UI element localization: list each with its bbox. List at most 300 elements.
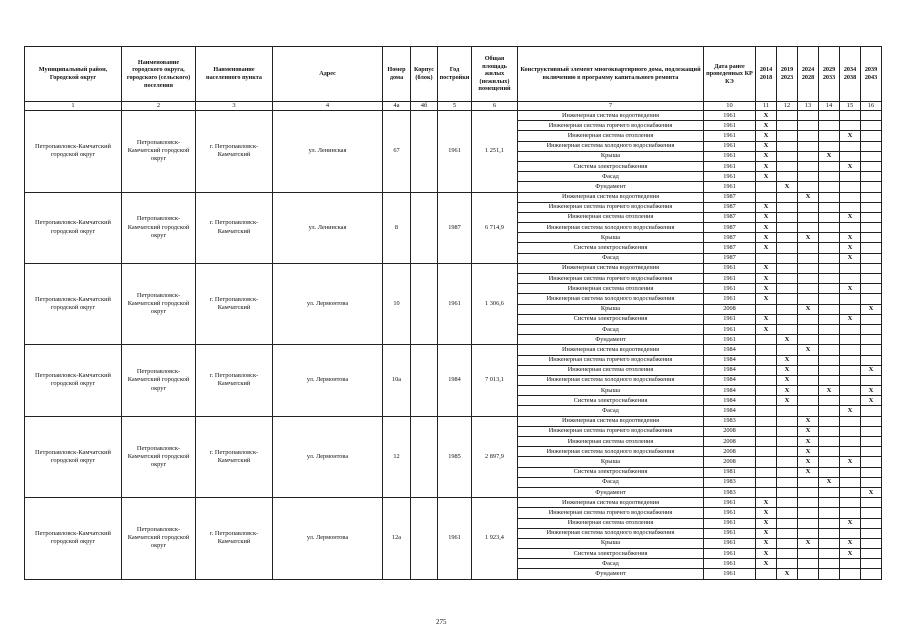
period-mark-cell xyxy=(777,457,798,467)
previous-repair-date-cell: 1983 xyxy=(704,487,756,497)
period-mark-cell xyxy=(861,131,882,141)
period-mark-cell xyxy=(798,253,819,263)
table-row xyxy=(25,263,882,273)
period-mark-cell xyxy=(798,528,819,538)
column-number: 4а xyxy=(383,102,411,111)
structural-element-cell: Инженерная система отопления xyxy=(518,212,704,222)
period-mark-cell xyxy=(840,375,861,385)
column-number: 14 xyxy=(819,102,840,111)
period-mark-cell xyxy=(840,396,861,406)
period-mark-cell xyxy=(861,284,882,294)
block-cell xyxy=(411,345,438,416)
period-mark-cell xyxy=(777,202,798,212)
period-mark-cell xyxy=(756,416,777,426)
period-mark-cell xyxy=(819,416,840,426)
previous-repair-date-cell: 1961 xyxy=(704,335,756,345)
structural-element-cell: Крыша xyxy=(518,151,704,161)
previous-repair-date-cell: 1961 xyxy=(704,508,756,518)
year-built-cell: 1961 xyxy=(438,263,472,345)
year-built-cell: 1984 xyxy=(438,345,472,416)
table-row xyxy=(25,111,882,121)
period-mark-cell xyxy=(861,223,882,233)
previous-repair-date-cell: 1961 xyxy=(704,172,756,182)
period-mark-cell xyxy=(777,538,798,548)
previous-repair-date-cell: 1961 xyxy=(704,161,756,171)
period-mark-cell xyxy=(840,467,861,477)
period-mark-cell: X xyxy=(777,182,798,192)
period-mark-cell xyxy=(840,498,861,508)
period-mark-cell: X xyxy=(840,161,861,171)
period-mark-cell xyxy=(777,549,798,559)
period-mark-cell: X xyxy=(861,487,882,497)
previous-repair-date-cell: 2008 xyxy=(704,457,756,467)
period-mark-cell xyxy=(777,253,798,263)
house-number-cell: 8 xyxy=(383,192,411,263)
previous-repair-date-cell: 1961 xyxy=(704,324,756,334)
structural-element-cell: Инженерная система горячего водоснабжения xyxy=(518,274,704,284)
period-mark-cell xyxy=(840,274,861,284)
period-mark-cell xyxy=(777,447,798,457)
period-mark-cell xyxy=(798,487,819,497)
period-mark-cell: X xyxy=(819,151,840,161)
previous-repair-date-cell: 1981 xyxy=(704,467,756,477)
previous-repair-date-cell: 1961 xyxy=(704,528,756,538)
settlement-cell: Петропавловск-Камчатский городской округ xyxy=(122,416,196,498)
column-number: 13 xyxy=(798,102,819,111)
period-mark-cell xyxy=(840,569,861,579)
total-area-cell: 6 714,9 xyxy=(472,192,518,263)
period-mark-cell: X xyxy=(756,172,777,182)
period-mark-cell xyxy=(861,274,882,284)
period-mark-cell xyxy=(861,192,882,202)
header-settlement: Наименование городского округа, городского (сельского) поселения xyxy=(122,47,196,102)
period-mark-cell xyxy=(798,477,819,487)
period-mark-cell xyxy=(777,528,798,538)
settlement-cell: Петропавловск-Камчатский городской округ xyxy=(122,192,196,263)
period-mark-cell xyxy=(798,386,819,396)
structural-element-cell: Инженерная система горячего водоснабжения xyxy=(518,508,704,518)
header-block: Корпус (блок) xyxy=(411,47,438,102)
year-built-cell: 1985 xyxy=(438,416,472,498)
structural-element-cell: Система электроснабжения xyxy=(518,243,704,253)
period-mark-cell: X xyxy=(756,559,777,569)
column-number: 11 xyxy=(756,102,777,111)
period-mark-cell: X xyxy=(756,498,777,508)
header-period-2039-2043: 2039 2043 xyxy=(861,47,882,102)
period-mark-cell xyxy=(861,161,882,171)
period-mark-cell xyxy=(777,212,798,222)
block-cell xyxy=(411,192,438,263)
total-area-cell: 1 923,4 xyxy=(472,498,518,580)
period-mark-cell xyxy=(861,345,882,355)
structural-element-cell: Инженерная система водоотведения xyxy=(518,416,704,426)
period-mark-cell xyxy=(777,508,798,518)
structural-element-cell: Инженерная система отопления xyxy=(518,437,704,447)
locality-cell: г. Петропавловск-Камчатский xyxy=(196,192,273,263)
previous-repair-date-cell: 1987 xyxy=(704,202,756,212)
period-mark-cell xyxy=(798,375,819,385)
period-mark-cell: X xyxy=(756,161,777,171)
period-mark-cell: X xyxy=(840,314,861,324)
period-mark-cell xyxy=(819,437,840,447)
period-mark-cell: X xyxy=(798,345,819,355)
period-mark-cell xyxy=(861,498,882,508)
period-mark-cell xyxy=(840,426,861,436)
period-mark-cell xyxy=(840,151,861,161)
total-area-cell: 7 013,1 xyxy=(472,345,518,416)
address-cell: ул. Лермонтова xyxy=(273,263,383,345)
header-district: Муниципальный район, Городской округ xyxy=(25,47,122,102)
period-mark-cell: X xyxy=(819,477,840,487)
period-mark-cell xyxy=(840,141,861,151)
period-mark-cell: X xyxy=(861,386,882,396)
period-mark-cell: X xyxy=(861,304,882,314)
previous-repair-date-cell: 1987 xyxy=(704,223,756,233)
column-number: 4 xyxy=(273,102,383,111)
address-cell: ул. Лермонтова xyxy=(273,416,383,498)
column-number: 16 xyxy=(861,102,882,111)
previous-repair-date-cell: 1984 xyxy=(704,365,756,375)
period-mark-cell: X xyxy=(798,192,819,202)
period-mark-cell xyxy=(819,182,840,192)
period-mark-cell: X xyxy=(798,457,819,467)
period-mark-cell xyxy=(840,559,861,569)
period-mark-cell xyxy=(840,324,861,334)
structural-element-cell: Фасад xyxy=(518,172,704,182)
structural-element-cell: Инженерная система холодного водоснабжения xyxy=(518,528,704,538)
period-mark-cell xyxy=(819,345,840,355)
period-mark-cell xyxy=(777,559,798,569)
header-year-built: Год постройки xyxy=(438,47,472,102)
period-mark-cell xyxy=(861,212,882,222)
period-mark-cell xyxy=(819,375,840,385)
period-mark-cell xyxy=(840,111,861,121)
total-area-cell: 1 251,1 xyxy=(472,111,518,193)
structural-element-cell: Инженерная система горячего водоснабжения xyxy=(518,121,704,131)
structural-element-cell: Инженерная система горячего водоснабжения xyxy=(518,355,704,365)
previous-repair-date-cell: 1984 xyxy=(704,406,756,416)
structural-element-cell: Инженерная система отопления xyxy=(518,131,704,141)
previous-repair-date-cell: 1987 xyxy=(704,253,756,263)
period-mark-cell: X xyxy=(756,263,777,273)
period-mark-cell xyxy=(861,243,882,253)
header-row xyxy=(25,47,882,102)
header-previous-repair-date: Дата ранее проведенных КР КЭ xyxy=(704,47,756,102)
period-mark-cell xyxy=(840,345,861,355)
period-mark-cell xyxy=(756,386,777,396)
period-mark-cell: X xyxy=(798,447,819,457)
period-mark-cell xyxy=(819,406,840,416)
structural-element-cell: Инженерная система холодного водоснабжения xyxy=(518,375,704,385)
period-mark-cell xyxy=(861,518,882,528)
structural-element-cell: Система электроснабжения xyxy=(518,467,704,477)
column-number: 1 xyxy=(25,102,122,111)
house-number-cell: 12а xyxy=(383,498,411,580)
period-mark-cell xyxy=(819,549,840,559)
period-mark-cell xyxy=(840,508,861,518)
structural-element-cell: Инженерная система отопления xyxy=(518,365,704,375)
previous-repair-date-cell: 1987 xyxy=(704,243,756,253)
period-mark-cell xyxy=(861,335,882,345)
period-mark-cell: X xyxy=(840,233,861,243)
period-mark-cell xyxy=(840,477,861,487)
structural-element-cell: Фасад xyxy=(518,477,704,487)
address-cell: ул. Ленинская xyxy=(273,192,383,263)
locality-cell: г. Петропавловск-Камчатский xyxy=(196,416,273,498)
district-cell: Петропавловск-Камчатский городской округ xyxy=(25,192,122,263)
period-mark-cell xyxy=(798,518,819,528)
period-mark-cell xyxy=(840,355,861,365)
period-mark-cell xyxy=(819,253,840,263)
period-mark-cell xyxy=(819,233,840,243)
previous-repair-date-cell: 2008 xyxy=(704,437,756,447)
year-built-cell: 1987 xyxy=(438,192,472,263)
previous-repair-date-cell: 1987 xyxy=(704,192,756,202)
period-mark-cell xyxy=(840,182,861,192)
previous-repair-date-cell: 1984 xyxy=(704,396,756,406)
period-mark-cell xyxy=(777,274,798,284)
period-mark-cell xyxy=(840,304,861,314)
previous-repair-date-cell: 2008 xyxy=(704,304,756,314)
period-mark-cell: X xyxy=(756,131,777,141)
previous-repair-date-cell: 2008 xyxy=(704,447,756,457)
period-mark-cell xyxy=(756,457,777,467)
period-mark-cell xyxy=(840,416,861,426)
period-mark-cell xyxy=(819,538,840,548)
period-mark-cell xyxy=(861,253,882,263)
period-mark-cell xyxy=(798,569,819,579)
period-mark-cell xyxy=(819,355,840,365)
structural-element-cell: Фасад xyxy=(518,324,704,334)
period-mark-cell: X xyxy=(840,284,861,294)
period-mark-cell xyxy=(819,335,840,345)
locality-cell: г. Петропавловск-Камчатский xyxy=(196,345,273,416)
period-mark-cell xyxy=(777,233,798,243)
period-mark-cell: X xyxy=(756,528,777,538)
header-locality: Наименование населенного пункта xyxy=(196,47,273,102)
previous-repair-date-cell: 1961 xyxy=(704,263,756,273)
period-mark-cell xyxy=(819,324,840,334)
period-mark-cell: X xyxy=(756,212,777,222)
period-mark-cell xyxy=(861,447,882,457)
period-mark-cell xyxy=(819,498,840,508)
period-mark-cell: X xyxy=(840,131,861,141)
page-number: 275 xyxy=(436,618,447,626)
period-mark-cell xyxy=(861,416,882,426)
period-mark-cell: X xyxy=(756,233,777,243)
structural-element-cell: Инженерная система отопления xyxy=(518,518,704,528)
table-row xyxy=(25,192,882,202)
period-mark-cell xyxy=(798,141,819,151)
period-mark-cell xyxy=(840,121,861,131)
address-cell: ул. Лермонтова xyxy=(273,345,383,416)
structural-element-cell: Инженерная система горячего водоснабжения xyxy=(518,426,704,436)
structural-element-cell: Система электроснабжения xyxy=(518,314,704,324)
header-total-area: Общая площадь жилых (нежилых) помещений xyxy=(472,47,518,102)
period-mark-cell xyxy=(798,263,819,273)
total-area-cell: 1 306,6 xyxy=(472,263,518,345)
header-period-2034-2038: 2034 2038 xyxy=(840,47,861,102)
period-mark-cell xyxy=(819,121,840,131)
period-mark-cell xyxy=(756,253,777,263)
period-mark-cell xyxy=(840,263,861,273)
period-mark-cell xyxy=(756,375,777,385)
period-mark-cell xyxy=(798,274,819,284)
period-mark-cell: X xyxy=(798,467,819,477)
period-mark-cell xyxy=(798,498,819,508)
settlement-cell: Петропавловск-Камчатский городской округ xyxy=(122,345,196,416)
period-mark-cell xyxy=(756,355,777,365)
period-mark-cell: X xyxy=(861,365,882,375)
period-mark-cell xyxy=(756,437,777,447)
period-mark-cell xyxy=(777,437,798,447)
period-mark-cell xyxy=(777,477,798,487)
period-mark-cell xyxy=(840,192,861,202)
period-mark-cell xyxy=(861,508,882,518)
structural-element-cell: Фундамент xyxy=(518,487,704,497)
previous-repair-date-cell: 1961 xyxy=(704,121,756,131)
locality-cell: г. Петропавловск-Камчатский xyxy=(196,263,273,345)
period-mark-cell xyxy=(861,426,882,436)
period-mark-cell: X xyxy=(756,324,777,334)
period-mark-cell xyxy=(777,141,798,151)
structural-element-cell: Фундамент xyxy=(518,335,704,345)
period-mark-cell xyxy=(777,345,798,355)
locality-cell: г. Петропавловск-Камчатский xyxy=(196,498,273,580)
period-mark-cell xyxy=(840,335,861,345)
previous-repair-date-cell: 1961 xyxy=(704,274,756,284)
period-mark-cell: X xyxy=(777,355,798,365)
structural-element-cell: Фасад xyxy=(518,406,704,416)
column-number: 3 xyxy=(196,102,273,111)
period-mark-cell xyxy=(861,151,882,161)
column-number: 12 xyxy=(777,102,798,111)
period-mark-cell xyxy=(777,192,798,202)
period-mark-cell xyxy=(756,569,777,579)
period-mark-cell xyxy=(840,202,861,212)
period-mark-cell xyxy=(819,365,840,375)
previous-repair-date-cell: 1984 xyxy=(704,345,756,355)
structural-element-cell: Инженерная система отопления xyxy=(518,284,704,294)
period-mark-cell xyxy=(798,212,819,222)
previous-repair-date-cell: 2008 xyxy=(704,426,756,436)
period-mark-cell xyxy=(756,477,777,487)
period-mark-cell: X xyxy=(861,396,882,406)
period-mark-cell: X xyxy=(756,151,777,161)
period-mark-cell: X xyxy=(756,284,777,294)
period-mark-cell: X xyxy=(840,518,861,528)
period-mark-cell xyxy=(798,111,819,121)
period-mark-cell xyxy=(777,467,798,477)
house-number-cell: 10а xyxy=(383,345,411,416)
previous-repair-date-cell: 1983 xyxy=(704,477,756,487)
period-mark-cell xyxy=(819,559,840,569)
period-mark-cell xyxy=(819,487,840,497)
period-mark-cell xyxy=(756,182,777,192)
period-mark-cell xyxy=(840,172,861,182)
period-mark-cell xyxy=(798,121,819,131)
period-mark-cell xyxy=(756,304,777,314)
period-mark-cell xyxy=(777,294,798,304)
period-mark-cell xyxy=(777,151,798,161)
period-mark-cell: X xyxy=(756,294,777,304)
period-mark-cell xyxy=(777,243,798,253)
previous-repair-date-cell: 1961 xyxy=(704,151,756,161)
house-number-cell: 12 xyxy=(383,416,411,498)
period-mark-cell: X xyxy=(798,304,819,314)
period-mark-cell xyxy=(819,192,840,202)
period-mark-cell xyxy=(819,528,840,538)
previous-repair-date-cell: 1961 xyxy=(704,131,756,141)
structural-element-cell: Инженерная система холодного водоснабжения xyxy=(518,223,704,233)
period-mark-cell: X xyxy=(777,375,798,385)
previous-repair-date-cell: 1961 xyxy=(704,538,756,548)
settlement-cell: Петропавловск-Камчатский городской округ xyxy=(122,263,196,345)
locality-cell: г. Петропавловск-Камчатский xyxy=(196,111,273,193)
period-mark-cell: X xyxy=(756,538,777,548)
structural-element-cell: Система электроснабжения xyxy=(518,396,704,406)
period-mark-cell: X xyxy=(756,121,777,131)
period-mark-cell xyxy=(777,406,798,416)
period-mark-cell xyxy=(819,518,840,528)
period-mark-cell xyxy=(819,467,840,477)
period-mark-cell xyxy=(777,131,798,141)
previous-repair-date-cell: 1984 xyxy=(704,386,756,396)
period-mark-cell xyxy=(777,121,798,131)
period-mark-cell xyxy=(756,467,777,477)
period-mark-cell xyxy=(756,447,777,457)
period-mark-cell xyxy=(756,487,777,497)
previous-repair-date-cell: 1961 xyxy=(704,314,756,324)
period-mark-cell: X xyxy=(756,508,777,518)
period-mark-cell: X xyxy=(840,457,861,467)
period-mark-cell xyxy=(819,284,840,294)
period-mark-cell xyxy=(798,131,819,141)
period-mark-cell xyxy=(861,355,882,365)
structural-element-cell: Инженерная система водоотведения xyxy=(518,263,704,273)
period-mark-cell xyxy=(798,559,819,569)
period-mark-cell xyxy=(798,294,819,304)
table-row xyxy=(25,416,882,426)
block-cell xyxy=(411,263,438,345)
previous-repair-date-cell: 1987 xyxy=(704,233,756,243)
district-cell: Петропавловск-Камчатский городской округ xyxy=(25,345,122,416)
period-mark-cell xyxy=(777,487,798,497)
district-cell: Петропавловск-Камчатский городской округ xyxy=(25,263,122,345)
period-mark-cell: X xyxy=(840,406,861,416)
column-number: 4б xyxy=(411,102,438,111)
block-cell xyxy=(411,498,438,580)
period-mark-cell xyxy=(819,161,840,171)
table-body xyxy=(25,111,882,580)
period-mark-cell xyxy=(819,111,840,121)
year-built-cell: 1961 xyxy=(438,111,472,193)
period-mark-cell xyxy=(819,274,840,284)
period-mark-cell xyxy=(840,223,861,233)
period-mark-cell xyxy=(798,151,819,161)
period-mark-cell xyxy=(861,457,882,467)
period-mark-cell xyxy=(819,172,840,182)
column-number: 6 xyxy=(472,102,518,111)
period-mark-cell xyxy=(798,172,819,182)
period-mark-cell xyxy=(756,426,777,436)
total-area-cell: 2 897,9 xyxy=(472,416,518,498)
period-mark-cell xyxy=(861,437,882,447)
period-mark-cell xyxy=(777,172,798,182)
previous-repair-date-cell: 1961 xyxy=(704,284,756,294)
period-mark-cell: X xyxy=(777,569,798,579)
period-mark-cell: X xyxy=(840,253,861,263)
